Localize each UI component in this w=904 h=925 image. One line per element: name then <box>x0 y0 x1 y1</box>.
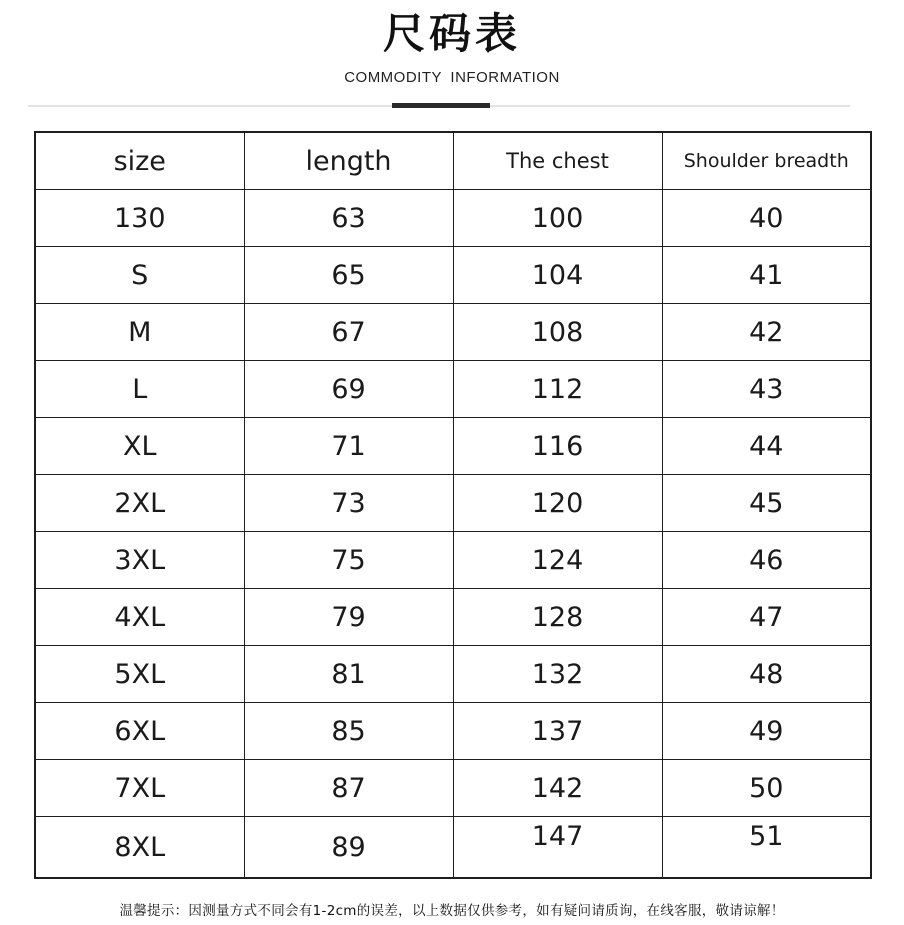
header-length: length <box>244 132 453 190</box>
page-subtitle: COMMODITY INFORMATION <box>344 69 560 86</box>
cell-chest: 128 <box>453 589 662 646</box>
cell-shoulder: 47 <box>662 589 871 646</box>
cell-size: XL <box>35 418 244 475</box>
header-shoulder-breadth: Shoulder breadth <box>662 132 871 190</box>
cell-length: 89 <box>244 817 453 879</box>
size-chart-table <box>34 131 872 879</box>
cell-length: 67 <box>244 304 453 361</box>
measurement-note: 温馨提示：因测量方式不同会有1-2cm的误差，以上数据仅供参考，如有疑问请质询，在线客服，敬请谅解！ <box>119 903 785 919</box>
header-chest: The chest <box>453 132 662 190</box>
cell-chest: 120 <box>453 475 662 532</box>
cell-size: 8XL <box>35 817 244 879</box>
cell-shoulder: 44 <box>662 418 871 475</box>
table-row <box>35 532 871 589</box>
cell-shoulder: 42 <box>662 304 871 361</box>
cell-size: S <box>35 247 244 304</box>
cell-length: 71 <box>244 418 453 475</box>
cell-shoulder: 51 <box>662 817 871 879</box>
table-row <box>35 703 871 760</box>
cell-chest: 124 <box>453 532 662 589</box>
cell-length: 65 <box>244 247 453 304</box>
cell-chest: 104 <box>453 247 662 304</box>
cell-chest: 132 <box>453 646 662 703</box>
cell-length: 75 <box>244 532 453 589</box>
cell-shoulder: 45 <box>662 475 871 532</box>
cell-size: 2XL <box>35 475 244 532</box>
cell-chest: 142 <box>453 760 662 817</box>
table-row <box>35 589 871 646</box>
table-row <box>35 760 871 817</box>
cell-size: L <box>35 361 244 418</box>
cell-shoulder: 40 <box>662 190 871 247</box>
cell-shoulder: 50 <box>662 760 871 817</box>
divider-accent <box>392 103 490 108</box>
cell-size: 7XL <box>35 760 244 817</box>
table-row <box>35 190 871 247</box>
table-row <box>35 418 871 475</box>
table-row <box>35 646 871 703</box>
cell-shoulder: 43 <box>662 361 871 418</box>
cell-length: 63 <box>244 190 453 247</box>
cell-shoulder: 41 <box>662 247 871 304</box>
cell-size: 4XL <box>35 589 244 646</box>
cell-chest: 100 <box>453 190 662 247</box>
cell-size: 5XL <box>35 646 244 703</box>
table-row <box>35 304 871 361</box>
cell-length: 69 <box>244 361 453 418</box>
header-size: size <box>35 132 244 190</box>
cell-chest: 137 <box>453 703 662 760</box>
cell-shoulder: 46 <box>662 532 871 589</box>
cell-length: 79 <box>244 589 453 646</box>
cell-chest: 116 <box>453 418 662 475</box>
cell-length: 85 <box>244 703 453 760</box>
cell-shoulder: 49 <box>662 703 871 760</box>
cell-length: 73 <box>244 475 453 532</box>
cell-shoulder: 48 <box>662 646 871 703</box>
cell-chest: 112 <box>453 361 662 418</box>
page-title: 尺码表 <box>382 9 521 58</box>
table-row <box>35 475 871 532</box>
cell-size: M <box>35 304 244 361</box>
cell-length: 87 <box>244 760 453 817</box>
table-row <box>35 361 871 418</box>
cell-size: 130 <box>35 190 244 247</box>
table-row <box>35 817 871 879</box>
cell-chest: 108 <box>453 304 662 361</box>
cell-length: 81 <box>244 646 453 703</box>
cell-chest: 147 <box>453 817 662 879</box>
table-header-row <box>35 132 871 190</box>
cell-size: 6XL <box>35 703 244 760</box>
cell-size: 3XL <box>35 532 244 589</box>
table-row <box>35 247 871 304</box>
